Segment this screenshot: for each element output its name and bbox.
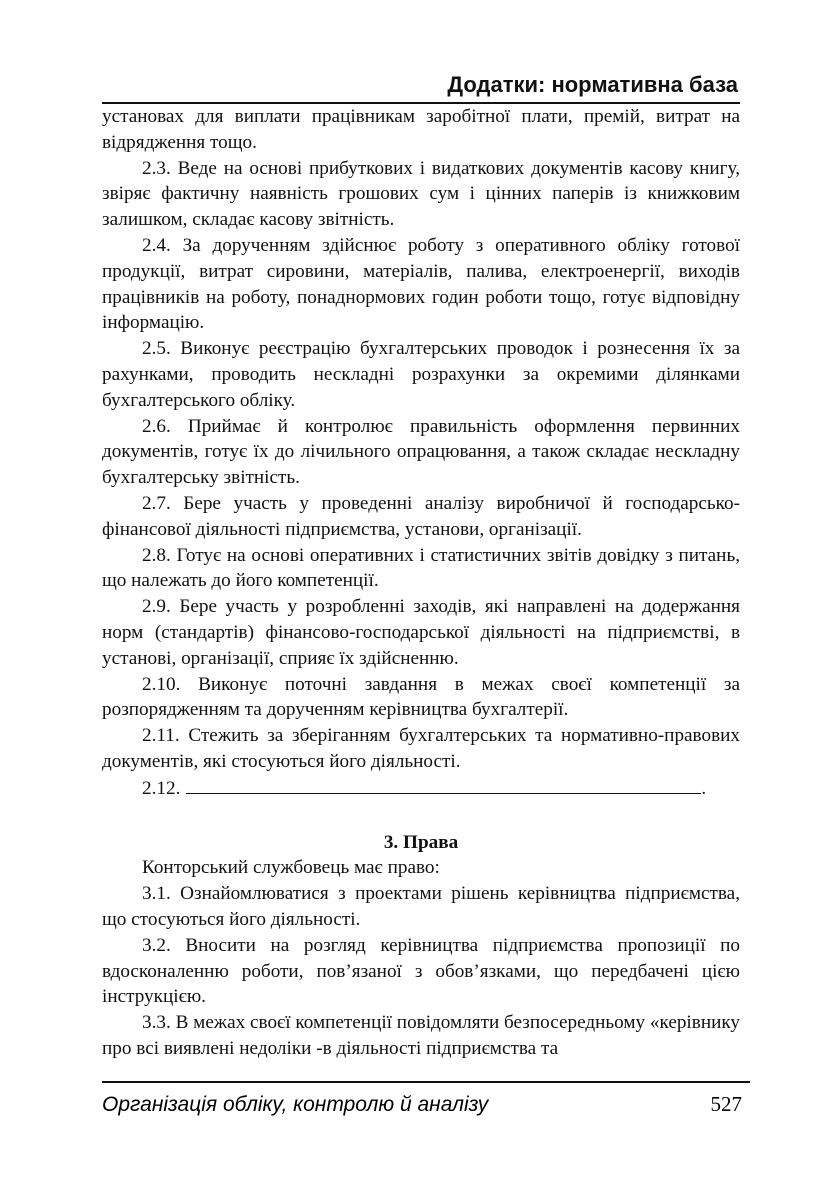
footer-rule <box>102 1081 750 1083</box>
running-header: Додатки: нормативна база <box>447 72 738 97</box>
paragraph-2-10: 2.10. Виконує поточні завдання в межах своєї компетенції за розпорядженням та дорученням керівництва бухгалтерії. <box>102 673 740 721</box>
paragraph-2-4: 2.4. За дорученням здійснює роботу з оперативного обліку готової продукції, витрат сировини, матеріалів, палива, електроенергії, виходів працівників на роботу, понаднормових годин роботи тощо, готує відповідну інформацію. <box>102 234 740 334</box>
item-end: . <box>701 777 707 799</box>
page <box>102 70 740 1062</box>
paragraph-2-12 <box>102 775 740 802</box>
paragraph-2-11: 2.11. Стежить за зберіганням бухгалтерських та нормативно-правових документів, які стосуються його діяльності. <box>102 725 740 772</box>
paragraph-continuation: установах для виплати працівникам заробітної плати, премій, витрат на відрядження тощо. <box>102 106 740 153</box>
paragraph-3-1: 3.1. Ознайомлюватися з проектами рішень керівництва підприємства, що стосуються його діяльності. <box>102 883 740 930</box>
footer-book-title: Організація обліку, контролю й аналізу <box>102 1093 489 1116</box>
item-number: 2.12. <box>142 777 181 799</box>
paragraph-3-2: 3.2. Вносити на розгляд керівництва підприємства пропозиції по вдосконаленню роботи, пов’язаної з обов’язками, що передбачені цією інструкцією. <box>102 934 740 1008</box>
paragraph-2-7: 2.7. Бере участь у проведенні аналізу виробничої й господарсько-фінансової діяльності підприємства, установи, організації. <box>102 492 740 540</box>
paragraph-2-5: 2.5. Виконує реєстрацію бухгалтерських проводок і рознесення їх за рахунками, проводить нескладні розрахунки за окремими ділянками бухгалтерського обліку. <box>102 338 740 411</box>
section-intro: Конторський службовець має право: <box>142 857 440 879</box>
section-title: 3. Права <box>383 831 459 853</box>
page-number: 527 <box>710 1092 742 1116</box>
paragraph-2-9: 2.9. Бере участь у розробленні заходів, які направлені на додержання норм (стандартів) фінансово-господарської діяльності на підприємстві, в установі, організації, сприяє їх здійсненню. <box>102 596 740 669</box>
paragraph-2-6: 2.6. Приймає й контролює правильність оформлення первинних документів, готує їх до лічильного опрацювання, а також складає нескладну бухгалтерську звітність. <box>102 415 740 489</box>
document-body <box>102 104 740 1062</box>
paragraph-3-3: 3.3. В межах своєї компетенції повідомляти безпосередньому «керівнику про всі виявлені недоліки -в діяльності підприємства та <box>102 1012 740 1059</box>
fill-in-blank-line <box>186 775 701 794</box>
paragraph-2-3: 2.3. Веде на основі прибуткових і видаткових документів касову книгу, звіряє фактичну наявність грошових сум і цінних паперів із книжковим залишком, складає касову звітність. <box>102 157 740 231</box>
running-footer <box>102 1092 742 1117</box>
paragraph-2-8: 2.8. Готує на основі оперативних і статистичних звітів довідку з питань, що належать до його компетенції. <box>102 544 740 592</box>
